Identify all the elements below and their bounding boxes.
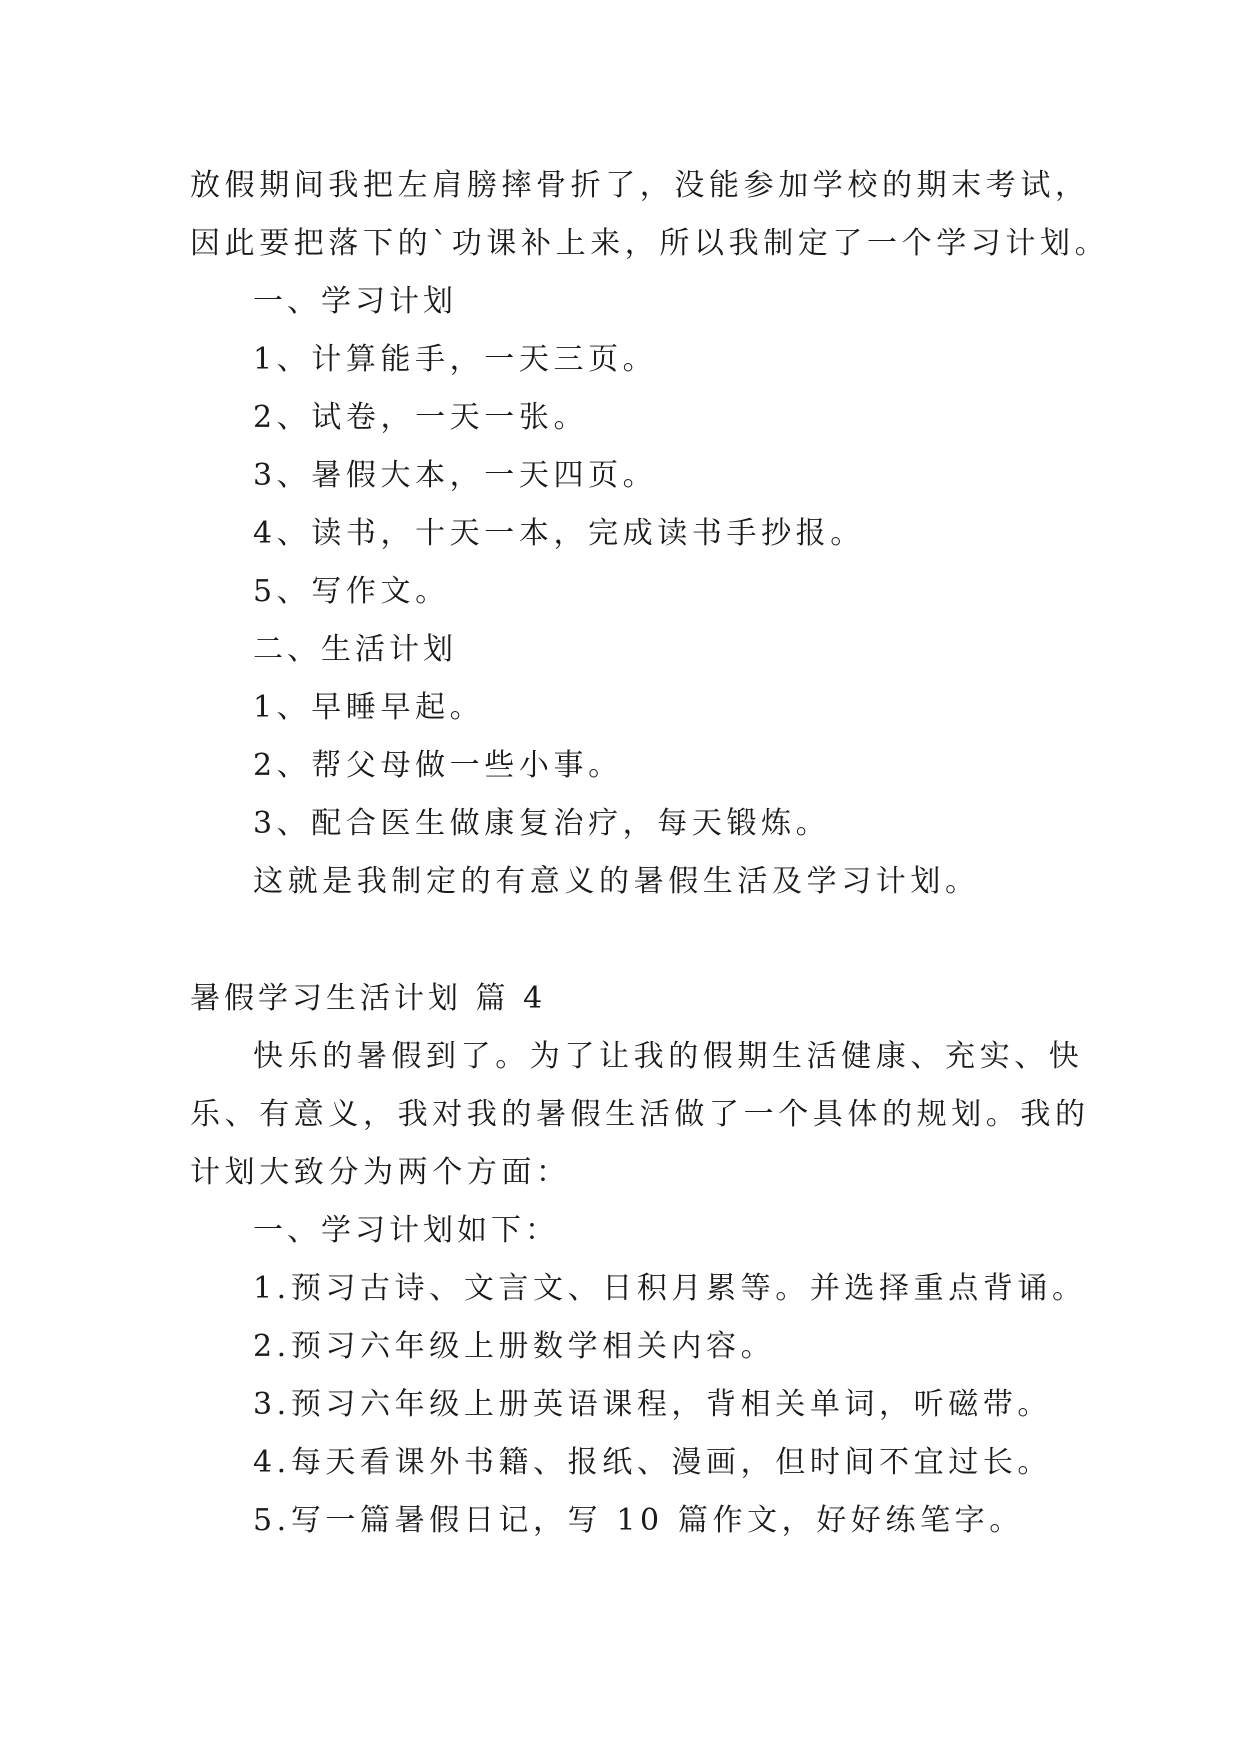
list-item: 1.预习古诗、文言文、日积月累等。并选择重点背诵。 [253, 1271, 1087, 1306]
paragraph-line: 因此要把落下的`功课补上来，所以我制定了一个学习计划。 [190, 226, 1110, 261]
list-item: 3、配合医生做康复治疗，每天锻炼。 [253, 806, 831, 841]
list-item: 5、写作文。 [253, 574, 450, 609]
list-item: 1、计算能手，一天三页。 [253, 342, 658, 377]
paragraph-line: 乐、有意义，我对我的暑假生活做了一个具体的规划。我的 [190, 1097, 1090, 1132]
closing-paragraph: 这就是我制定的有意义的暑假生活及学习计划。 [253, 864, 980, 899]
section-heading: 一、学习计划如下： [253, 1213, 559, 1248]
list-item: 2、试卷，一天一张。 [253, 400, 589, 435]
list-item: 2、帮父母做一些小事。 [253, 748, 623, 783]
list-item: 2.预习六年级上册数学相关内容。 [253, 1329, 776, 1364]
article-title: 暑假学习生活计划 篇 4 [190, 981, 547, 1016]
paragraph-line: 计划大致分为两个方面： [190, 1155, 571, 1190]
list-item: 1、早睡早起。 [253, 690, 485, 725]
section-heading: 一、学习计划 [253, 284, 457, 319]
list-item: 4.每天看课外书籍、报纸、漫画，但时间不宜过长。 [253, 1445, 1053, 1480]
list-item: 4、读书，十天一本，完成读书手抄报。 [253, 516, 865, 551]
paragraph-line: 快乐的暑假到了。为了让我的假期生活健康、充实、快 [253, 1039, 1084, 1074]
list-item: 3、暑假大本，一天四页。 [253, 458, 658, 493]
section-heading: 二、生活计划 [253, 632, 457, 667]
list-item: 5.写一篇暑假日记，写 10 篇作文，好好练笔字。 [253, 1503, 1024, 1538]
list-item: 3.预习六年级上册英语课程，背相关单词，听磁带。 [253, 1387, 1053, 1422]
paragraph-line: 放假期间我把左肩膀摔骨折了，没能参加学校的期末考试， [190, 168, 1090, 203]
